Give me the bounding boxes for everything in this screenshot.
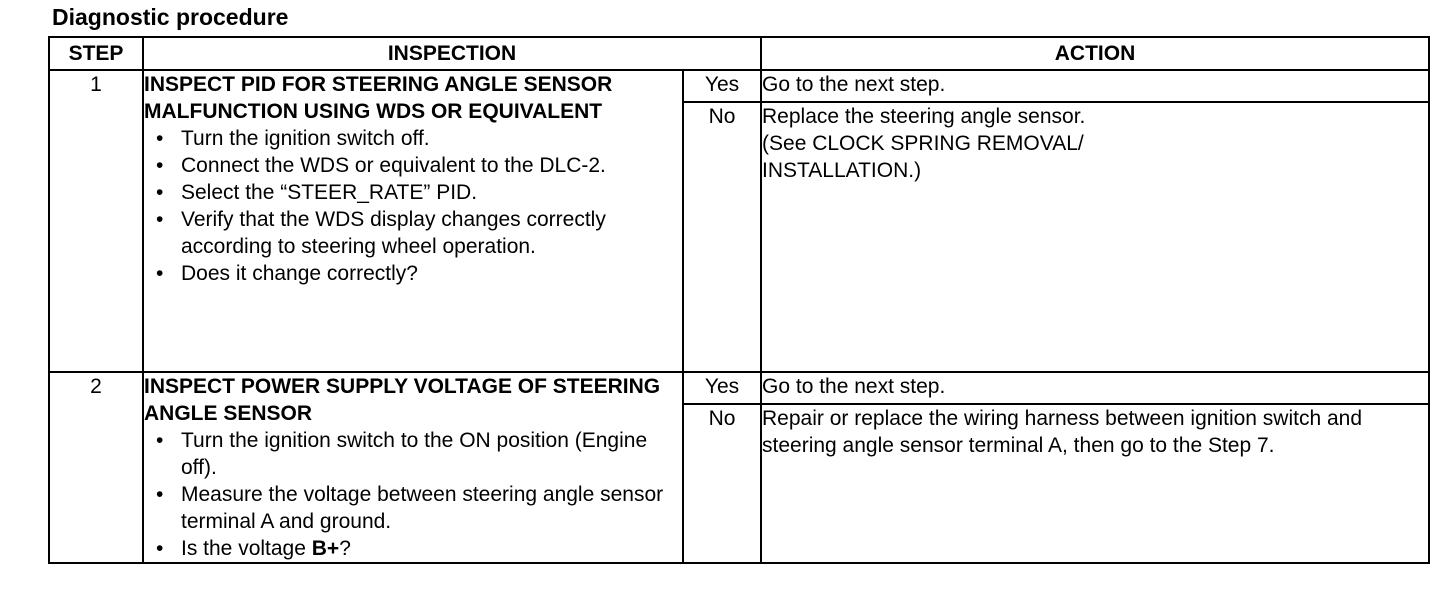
voltage-value: B+ [311, 537, 340, 560]
list-item: • Does it change correctly? [150, 260, 682, 287]
table-header-row [49, 37, 1429, 70]
inspection-bullet-list [144, 125, 682, 287]
yes-action: Go to the next step. [761, 70, 1429, 102]
inspection-bullet-list [144, 427, 682, 562]
list-item: • Connect the WDS or equivalent to the DLC-2. [150, 152, 682, 179]
no-label: No [683, 404, 761, 563]
inspection-heading: INSPECT POWER SUPPLY VOLTAGE OF STEERING ANGLE SENSOR [144, 375, 661, 425]
list-item: • Turn the ignition switch to the ON position (Engine off). [150, 427, 682, 481]
yes-label: Yes [683, 70, 761, 102]
yes-action: Go to the next step. [761, 372, 1429, 404]
page-title: Diagnostic procedure [52, 4, 289, 30]
voltage-question-prefix: Is the voltage [181, 537, 312, 560]
table-row [49, 70, 1429, 102]
no-action: Repair or replace the wiring harness between ignition switch and steering angle sensor terminal A, then go to the Step 7. [761, 404, 1429, 563]
step-column-header: STEP [49, 37, 143, 70]
inspection-heading: INSPECT PID FOR STEERING ANGLE SENSOR MALFUNCTION USING WDS OR EQUIVALENT [144, 73, 613, 123]
table-row [49, 372, 1429, 404]
no-action: Replace the steering angle sensor. (See CLOCK SPRING REMOVAL/ INSTALLATION.) [761, 102, 1429, 372]
step-number: 1 [49, 70, 143, 372]
inspection-cell [143, 372, 683, 563]
no-label: No [683, 102, 761, 372]
list-item: • Select the “STEER_RATE” PID. [150, 179, 682, 206]
list-item: • Measure the voltage between steering angle sensor terminal A and ground. [150, 481, 682, 535]
list-item: • Turn the ignition switch off. [150, 125, 682, 152]
action-column-header: ACTION [761, 37, 1429, 70]
inspection-column-header: INSPECTION [143, 37, 761, 70]
diagnostic-procedure-table [48, 36, 1430, 564]
step-number: 2 [49, 372, 143, 563]
list-item: • Verify that the WDS display changes correctly according to steering wheel operation. [150, 206, 682, 260]
inspection-cell [143, 70, 683, 372]
list-item [150, 535, 682, 562]
yes-label: Yes [683, 372, 761, 404]
voltage-question-suffix: ? [339, 537, 351, 560]
